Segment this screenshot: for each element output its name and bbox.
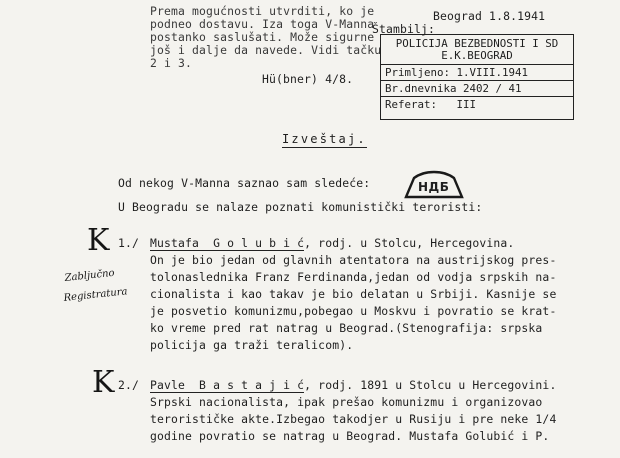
entry-text-line: cionalista i kao takav je bio delatan u Srbiji. Kasnije se	[150, 287, 557, 301]
archive-logo-stamp	[402, 170, 466, 204]
intro-line: U Beogradu se nalaze poznati komunistički teroristi:	[118, 200, 483, 214]
entry-text-line: Srpski nacionalista, ipak prešao komunizmu i organizovao	[150, 395, 543, 409]
stamp-divider	[381, 96, 573, 97]
entry-heading-rest: , rodj. u Stolcu, Hercegovina.	[304, 236, 515, 250]
entry-text-line: On je bio jedan od glavnih atentatora na austrijskog pres-	[150, 253, 557, 267]
entry-heading-rest: , rodj. 1891 u Stolcu u Hercegovini.	[304, 378, 557, 392]
stamp-line-ek: E.K.BEOGRAD	[441, 49, 513, 62]
stamp-line-referat: Referat: III	[385, 98, 477, 111]
stamp-divider	[381, 64, 573, 65]
entry-text-line: ko vreme pred rat natrag u Beograd.(Stenografija: srpska	[150, 321, 543, 335]
handwritten-k-mark: K	[87, 223, 110, 258]
top-note-line: još i dalje da navede. Vidi tačku	[150, 43, 382, 57]
handwritten-note: Zabljučno	[64, 267, 116, 284]
top-note-line: 2 i 3.	[150, 56, 193, 70]
entry-text-line: terorističke akte.Izbegao takodjer u Rusiju i pre neke 1/4	[150, 412, 557, 426]
intro-line: Od nekog V-Manna saznao sam sledeće:	[118, 176, 371, 190]
entry-text-line: policija ga traži teralicom).	[150, 338, 354, 352]
handwritten-k-mark: K	[92, 365, 115, 400]
entry-text-line: je posvetio komunizmu,pobegao u Moskvu i povratio se krat-	[150, 304, 557, 318]
report-title: Izveštaj.	[282, 132, 367, 146]
entry-name: Pavle B a s t a j i ć	[150, 378, 305, 392]
archive-logo-text: НДБ	[418, 180, 450, 194]
top-note-line: Prema mogućnosti utvrditi, ko je	[150, 4, 375, 18]
entry-number: 1./	[118, 236, 140, 250]
entry-text-line: tolonaslednika Franz Ferdinanda,jedan od vodja srpskih na-	[150, 270, 557, 284]
stamp-divider	[381, 80, 573, 81]
top-note-line: postanko saslušati. Može sigurne	[150, 30, 375, 44]
stamp-line-received: Primljeno: 1.VIII.1941	[385, 66, 529, 79]
entry-name: Mustafa G o l u b i ć	[150, 236, 305, 250]
top-note-line: podneo dostavu. Iza toga V-Manna	[150, 17, 375, 31]
entry-heading	[150, 378, 556, 392]
entry-number: 2./	[118, 378, 140, 392]
stamp-line-police: POLICIJA BEZBEDNOSTI I SD	[395, 37, 559, 50]
document-date: Beograd 1.8.1941	[433, 9, 546, 23]
top-note-signature: Hü(bner) 4/8.	[262, 72, 354, 86]
handwritten-note: Registratura	[63, 286, 129, 304]
entry-text-line: godine povratio se natrag u Beograd. Mustafa Golubić i P.	[150, 429, 550, 443]
entry-heading	[150, 236, 514, 250]
registry-stamp	[380, 34, 574, 120]
stamp-label: Štambilj:	[372, 22, 436, 36]
stamp-line-journal: Br.dnevnika 2402 / 41	[385, 82, 522, 95]
